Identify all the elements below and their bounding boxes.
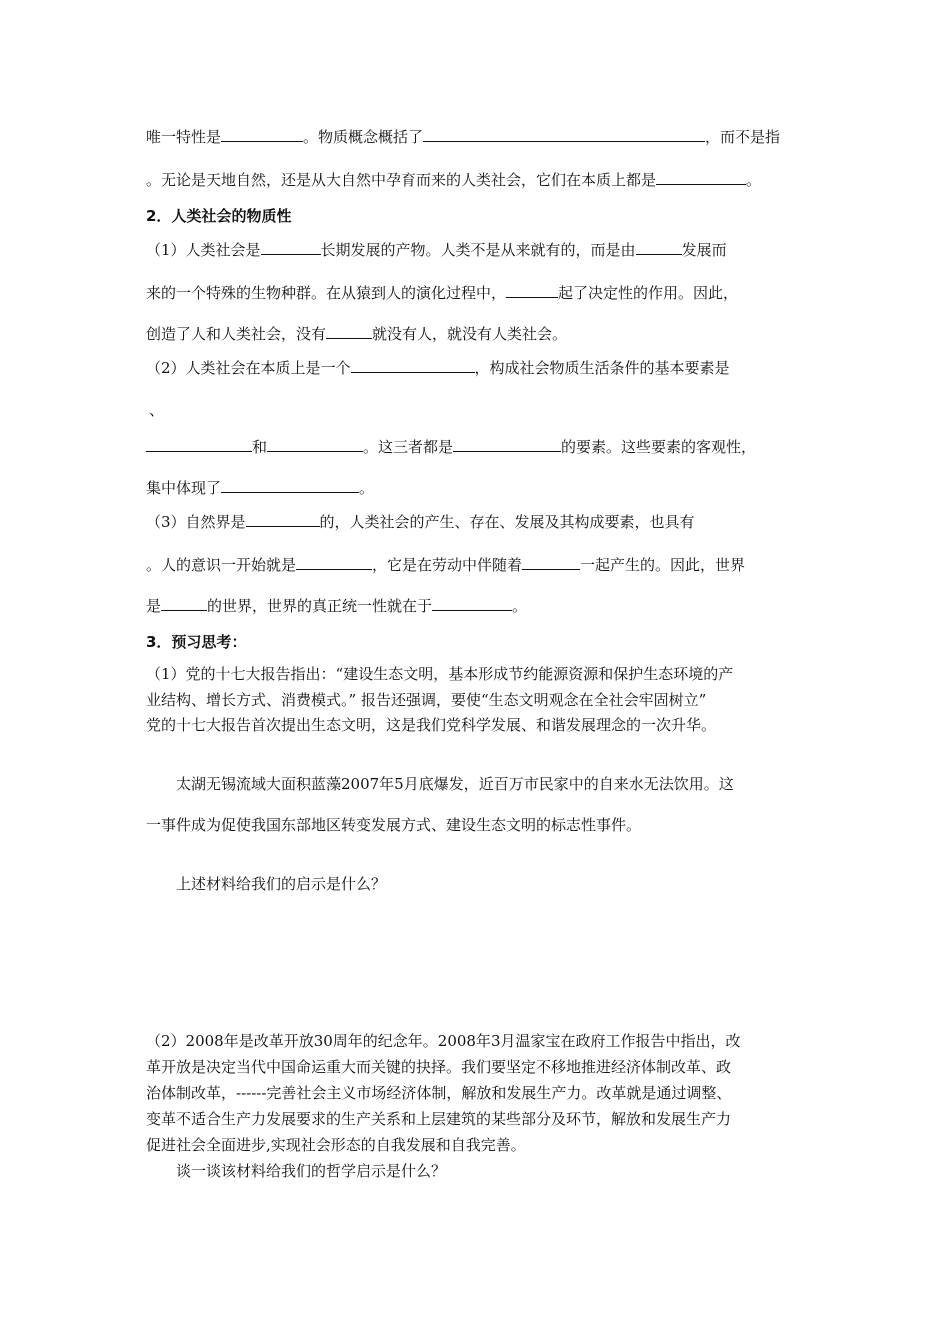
s3-q1-material-line-2: 一事件成为促使我国东部地区转变发展方式、建设生态文明的标志性事件。 <box>146 816 642 834</box>
s2-p2-line-2 <box>149 400 164 420</box>
s2-p1-line-1 <box>146 240 727 260</box>
text: （3）自然界是 <box>146 513 246 531</box>
blank <box>656 170 746 185</box>
text: （1）人类社会是 <box>146 241 261 259</box>
blank <box>351 358 475 373</box>
blank <box>636 240 682 255</box>
s3-q1-line-2: 业结构、增长方式、消费模式。” 报告还强调，要使“生态文明观念在全社会牢固树立” <box>146 691 707 709</box>
s2-p2-line-4 <box>146 478 374 498</box>
text: 发展而 <box>681 241 727 259</box>
s2-p3-line-3 <box>146 596 527 616</box>
blank <box>261 240 321 255</box>
s3-q2-line-5: 促进社会全面进步,实现社会形态的自我发展和自我完善。 <box>146 1136 526 1154</box>
text: 长期发展的产物。人类不是从来就有的，而是由 <box>320 241 636 259</box>
s3-q2-line-1: （2）2008年是改革开放30周年的纪念年。2008年3月温家宝在政府工作报告中指出，改 <box>146 1032 741 1050</box>
blank <box>522 555 580 570</box>
text: 。人的意识一开始就是 <box>146 556 297 574</box>
text: 。 <box>512 597 528 615</box>
text: 就没有人，就没有人类社会。 <box>372 325 568 343</box>
blank <box>506 283 558 298</box>
blank <box>161 596 207 611</box>
blank <box>267 437 363 452</box>
s3-q2-line-4: 变革不适合生产力发展要求的生产关系和上层建筑的某些部分及环节，解放和发展生产力 <box>146 1110 732 1128</box>
blank <box>423 127 705 142</box>
s2-p2-line-1 <box>146 358 730 378</box>
blank <box>146 437 252 452</box>
blank <box>246 512 320 527</box>
s2-p1-line-3 <box>146 324 567 344</box>
s3-q1-question: 上述材料给我们的启示是什么？ <box>176 875 387 893</box>
text: 。 <box>359 479 375 497</box>
text: （2）人类社会在本质上是一个 <box>146 359 351 377</box>
s3-q1-material-line-1: 太湖无锡流域大面积蓝藻2007年5月底爆发，近百万市民家中的自来水无法饮用。这 <box>176 775 734 793</box>
s2-p2-line-3 <box>146 437 756 457</box>
s2-p3-line-1 <box>146 512 695 532</box>
s3-q2-line-2: 革开放是决定当代中国命运重大而关键的抉择。我们要坚定不移地推进经济体制改革、政 <box>146 1058 732 1076</box>
s3-q1-line-3: 党的十七大报告首次提出生态文明，这是我们党科学发展、和谐发展理念的一次升华。 <box>146 716 717 734</box>
text: 的要素。这些要素的客观性， <box>561 438 757 456</box>
text: 起了决定性的作用。因此， <box>558 284 739 302</box>
s3-q2-line-3: 治体制改革，------完善社会主义市场经济体制，解放和发展生产力。改革就是通过调整、 <box>146 1084 732 1102</box>
s3-q2-question: 谈一谈该材料给我们的哲学启示是什么？ <box>176 1162 447 1180</box>
text: 来的一个特殊的生物种群。在从猿到人的演化过程中， <box>146 284 507 302</box>
blank <box>221 478 359 493</box>
text: 创造了人和人类社会，没有 <box>146 325 327 343</box>
blank <box>326 324 372 339</box>
section-3-title: 3．预习思考： <box>146 633 247 651</box>
s1-line-2 <box>146 170 761 190</box>
text: 的世界，世界的真正统一性就在于 <box>207 597 433 615</box>
text: 一起产生的。因此，世界 <box>580 556 746 574</box>
text: 集中体现了 <box>146 479 222 497</box>
text: 。 <box>746 171 762 189</box>
text: 、 <box>149 401 165 419</box>
section-2-title: 2．人类社会的物质性 <box>146 207 292 225</box>
text: ，构成社会物质生活条件的基本要素是 <box>474 359 730 377</box>
blank <box>432 596 512 611</box>
text: 的，人类社会的产生、存在、发展及其构成要素，也具有 <box>319 513 695 531</box>
s2-p3-line-2 <box>146 555 745 575</box>
text: 和 <box>252 438 268 456</box>
text: 是 <box>146 597 162 615</box>
s1-line-1 <box>146 127 780 147</box>
text: 唯一特性是 <box>146 128 222 146</box>
text: 。物质概念概括了 <box>303 128 424 146</box>
s2-p1-line-2 <box>146 283 738 303</box>
blank <box>221 127 303 142</box>
text: ，而不是指 <box>705 128 781 146</box>
text: ，它是在劳动中伴随着 <box>372 556 523 574</box>
blank <box>453 437 561 452</box>
text: 。无论是天地自然，还是从大自然中孕育而来的人类社会，它们在本质上都是 <box>146 171 657 189</box>
s3-q1-line-1: （1）党的十七大报告指出：“建设生态文明，基本形成节约能源资源和保护生态环境的产 <box>146 665 734 683</box>
text: 。这三者都是 <box>363 438 454 456</box>
blank <box>296 555 372 570</box>
